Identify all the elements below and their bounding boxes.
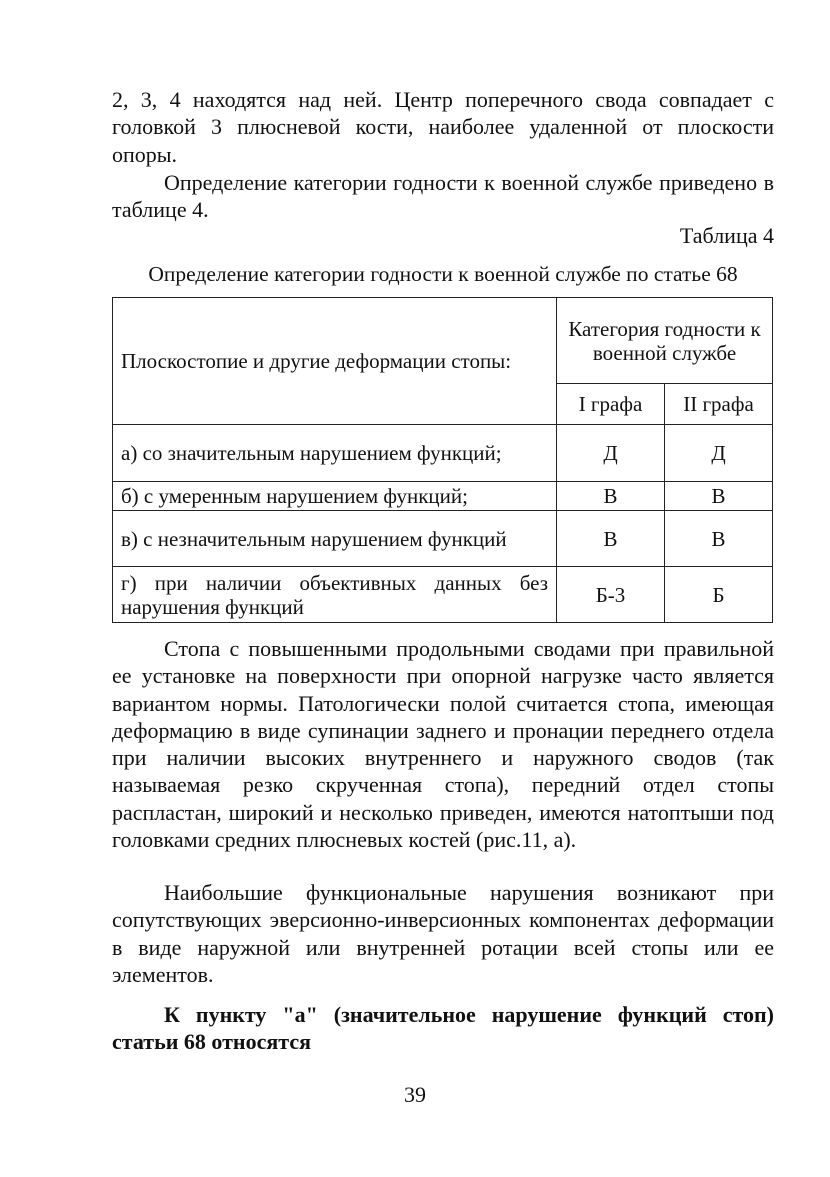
row-grade-2: Д <box>665 425 773 482</box>
table-label: Таблица 4 <box>679 223 774 248</box>
paragraph-table-reference: Определение категории годности к военной службе приведено в таблице 4. <box>112 170 774 223</box>
table-row <box>113 425 773 482</box>
row-description: в) с незначительным нарушением функций <box>113 511 557 567</box>
row-grade-1: В <box>557 482 665 511</box>
table-caption: Определение категории годности к военной службе по статье 68 <box>148 262 738 286</box>
table-row <box>113 511 773 567</box>
header-category-group: Категория годности к военной службе <box>557 298 773 384</box>
row-description: а) со значительным нарушением функций; <box>113 425 557 482</box>
row-grade-2: В <box>665 511 773 567</box>
section-heading-point-a: К пункту "а" (значительное нарушение функций стоп) статьи 68 относятся <box>112 1002 774 1055</box>
row-grade-2: Б <box>665 567 773 623</box>
row-grade-1: Д <box>557 425 665 482</box>
page-number: 39 <box>404 1082 426 1107</box>
table-row <box>113 482 773 511</box>
row-description: г) при наличии объективных данных без нарушения функций <box>113 567 557 623</box>
row-grade-1: В <box>557 511 665 567</box>
paragraph-functional-disorders: Наибольшие функциональные нарушения возникают при сопутствующих эверсионно-инверсионных компонентах деформации в виде наружной или внутренней ротации всей стопы или ее элементов. <box>112 880 774 987</box>
row-description: б) с умеренным нарушением функций; <box>113 482 557 511</box>
paragraph-arch-center: 2, 3, 4 находятся над ней. Центр поперечного свода совпадает с головкой 3 плюсневой кости, наиболее удаленной от плоскости опоры. <box>112 87 774 167</box>
header-column-1: I графа <box>557 384 665 425</box>
row-grade-2: В <box>665 482 773 511</box>
header-column-2: II графа <box>665 384 773 425</box>
fitness-category-table <box>112 297 773 623</box>
table-header-row <box>113 298 773 384</box>
table-row <box>113 567 773 623</box>
row-grade-1: Б-3 <box>557 567 665 623</box>
header-deformation-cell: Плоскостопие и другие деформации стопы: <box>113 298 557 425</box>
paragraph-high-arch-foot: Стопа с повышенными продольными сводами при правильной ее установке на поверхности при опорной нагрузке часто является вариантом нормы. Патологически полой считается стопа, имеющая деформацию в виде супинации заднего и пронации переднего отдела при наличии высоких внутреннего и наружного сводов (так называемая резко скрученная стопа), передний отдел стопы распластан, широкий и несколько приведен, имеются натоптыши под головками средних плюсневых костей (рис.11, а). <box>112 636 774 853</box>
